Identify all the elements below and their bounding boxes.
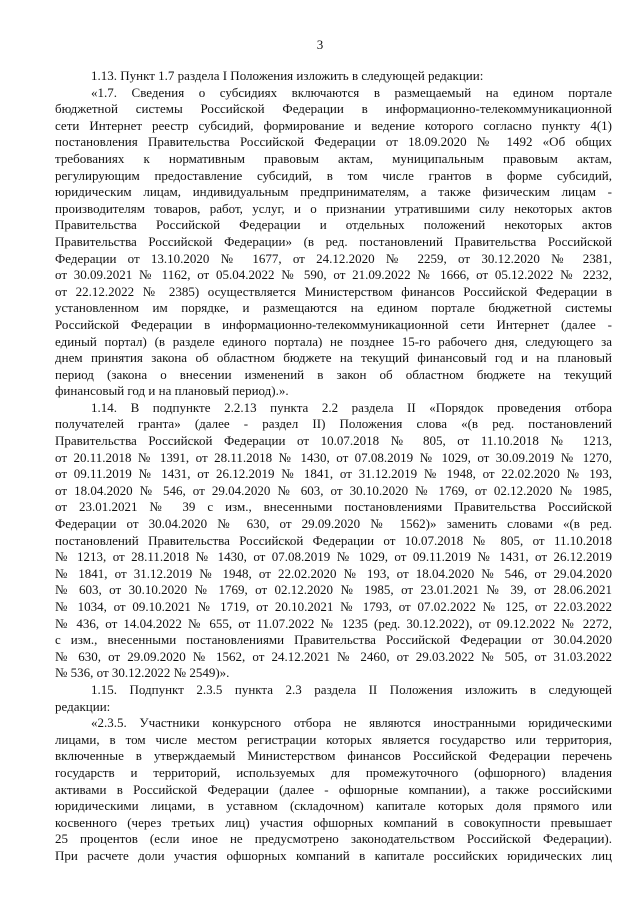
text-line: финансовый год и на плановый период).».: [55, 383, 289, 399]
text-line: получателей гранта» (далее - раздел II) Положения слова «(в ред. постановлений: [55, 416, 612, 432]
text-line: При расчете доли участия офшорных компаний в капитале российских юридических лиц: [55, 847, 612, 863]
document-body: [55, 68, 612, 865]
text-line: № 1841, от 31.12.2019 № 1948, от 22.02.2020 № 193, от 18.04.2020 № 546, от 29.04.2020: [55, 565, 612, 581]
text-line: сети Интернет реестр субсидий, формирование и ведение которого согласно пункту 4(1): [55, 117, 612, 133]
text-line: от 22.12.2022 № 2385) осуществляется Министерством финансов Российской Федерации в: [55, 283, 612, 299]
text-line: постановления Правительства Российской Федерации от 18.09.2020 № 1492 «Об общих: [55, 134, 612, 150]
text-line: косвенного (через третьих лиц) участия офшорных компаний в совокупности превышает: [55, 814, 612, 830]
text-line: № 1034, от 09.10.2021 № 1719, от 20.10.2021 № 1793, от 07.02.2022 № 125, от 22.03.2022: [55, 599, 612, 614]
text-line: Правительства Российской Федерации и отдельных положений некоторых актов: [55, 217, 612, 233]
text-line: постановлений Правительства Российской Федерации от 10.07.2018 № 805, от 11.10.2018: [55, 532, 612, 548]
text-line: Правительства Российской Федерации от 10.07.2018 № 805, от 11.10.2018 № 1213,: [55, 433, 612, 449]
text-line: «1.7. Сведения о субсидиях включаются в размещаемый на едином портале: [91, 84, 612, 100]
text-line: с изм., внесенными постановлениями Правительства Российской Федерации от 30.04.2020: [55, 632, 612, 648]
text-line: Федерации от 13.10.2020 № 1677, от 24.12.2020 № 2259, от 30.12.2020 № 2381,: [55, 250, 612, 266]
page-number: 3: [316, 37, 324, 52]
text-line: Федерации от 30.04.2020 № 630, от 29.09.2020 № 1562)» заменить словами «(в ред.: [55, 516, 612, 532]
text-line: регулирующим предоставление субсидий, в том числе грантов в форме субсидий,: [55, 167, 612, 183]
text-line: от 20.11.2018 № 1391, от 28.11.2018 № 1430, от 07.08.2019 № 1029, от 30.09.2019 № 1270,: [55, 449, 612, 465]
text-line: включенные в утверждаемый Министерством финансов Российской Федерации перечень: [55, 748, 612, 764]
text-line: 1.13. Пункт 1.7 раздела I Положения изложить в следующей редакции:: [91, 68, 484, 83]
text-line: 1.15. Подпункт 2.3.5 пункта 2.3 раздела II Положения изложить в следующей: [91, 681, 612, 697]
text-line: № 603, от 30.10.2020 № 1769, от 02.12.2020 № 1985, от 23.01.2021 № 39, от 28.06.2021: [55, 582, 612, 598]
text-line: от 09.11.2019 № 1431, от 26.12.2019 № 1841, от 31.12.2019 № 1948, от 22.02.2020 № 193,: [55, 466, 612, 482]
text-line: производителям товаров, работ, услуг, и о признании утратившими силу некоторых актов: [55, 200, 612, 216]
text-line: Российской Федерации в информационно-телекоммуникационной сети Интернет (далее -: [55, 316, 612, 332]
text-line: Правительства Российской Федерации» (в ред. постановлений Правительства Российской: [55, 233, 612, 249]
text-line: лицами, в том числе местом регистрации которых является государство или территория,: [55, 731, 612, 747]
text-line: от 18.04.2020 № 546, от 29.04.2020 № 603, от 30.10.2020 № 1769, от 02.12.2020 № 1985,: [55, 482, 612, 498]
text-line: период (закона о внесении изменений в закон об областном бюджете на текущий: [55, 366, 612, 382]
text-line: бюджетной системы Российской Федерации в информационно-телекоммуникационной: [55, 101, 612, 117]
text-line: активами в Российской Федерации (далее - офшорные компании), а также российскими: [55, 781, 612, 797]
text-line: юридическим лицам, индивидуальным предпринимателям, а также физическим лицам -: [55, 184, 612, 200]
text-line: единый портал) (в разделе единого портала) не позднее 15-го рабочего дня, следующего за: [55, 333, 612, 349]
text-line: редакции:: [55, 698, 111, 714]
text-line: требованиях к нормативным правовым актам, муниципальным правовым актам,: [55, 150, 612, 166]
text-line: государств и территорий, используемых для промежуточного (офшорного) владения: [55, 764, 612, 780]
text-line: № 1213, от 28.11.2018 № 1430, от 07.08.2019 № 1029, от 09.11.2019 № 1431, от 26.12.2019: [55, 549, 612, 565]
text-line: днем принятия закона об областном бюджете на текущий финансовый год и на плановый: [55, 350, 612, 366]
text-line: юридическими лицами, в уставном (складочном) капитале которых доля прямого или: [55, 798, 612, 814]
text-line: № 536, от 30.12.2022 № 2549)».: [55, 665, 230, 681]
text-line: установленном им порядке, и размещаются на едином портале бюджетной системы: [55, 300, 612, 316]
text-line: от 23.01.2021 № 39 с изм., внесенными постановлениями Правительства Российской: [55, 499, 612, 515]
text-line: 25 процентов (если иное не предусмотрено законодательством Российской Федерации).: [55, 831, 612, 847]
text-line: 1.14. В подпункте 2.2.13 пункта 2.2 раздела II «Порядок проведения отбора: [91, 399, 612, 415]
text-line: № 630, от 29.09.2020 № 1562, от 24.12.2021 № 2460, от 29.03.2022 № 505, от 31.03.2022: [55, 648, 612, 664]
text-line: № 436, от 14.04.2022 № 655, от 11.07.2022 № 1235 (ред. 30.12.2022), от 09.12.2022 № 2272,: [55, 615, 612, 631]
text-line: «2.3.5. Участники конкурсного отбора не являются иностранными юридическими: [91, 715, 612, 731]
text-line: от 30.09.2021 № 1162, от 05.04.2022 № 590, от 21.09.2022 № 1666, от 05.12.2022 № 2232,: [55, 267, 612, 283]
